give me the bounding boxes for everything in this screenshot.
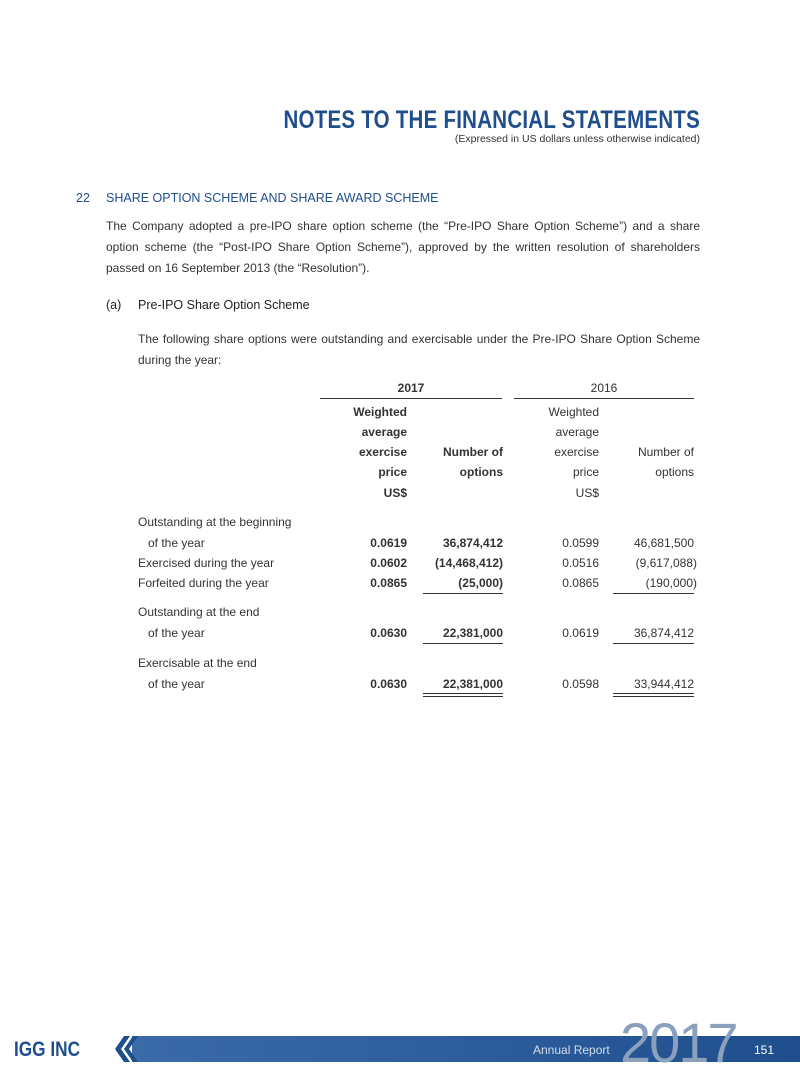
- year-2016-header: 2016: [590, 381, 618, 395]
- cell-price-2016: 0.0599: [562, 536, 599, 550]
- subsection-title: Pre-IPO Share Option Scheme: [138, 298, 310, 312]
- row-label-exercisable-end-line1: Exercisable at the end: [138, 656, 257, 670]
- cell-price-2017: 0.0630: [370, 677, 407, 691]
- cell-price-2016: 0.0516: [562, 556, 599, 570]
- page-number: 151: [754, 1043, 775, 1057]
- cell-options-2016: 36,874,412: [633, 626, 694, 640]
- section-title: SHARE OPTION SCHEME AND SHARE AWARD SCHEME: [106, 191, 439, 205]
- annual-report-label: Annual Report: [533, 1043, 610, 1057]
- cell-price-2017: 0.0630: [370, 626, 407, 640]
- total-line-2016: [613, 643, 694, 644]
- year-2017-underline: [320, 398, 502, 399]
- cell-options-2016: (9,617,088): [635, 556, 697, 570]
- col-header-options-2017-line2: options: [459, 465, 503, 479]
- cell-options-2016: 46,681,500: [633, 536, 694, 550]
- section-paragraph: The Company adopted a pre-IPO share option scheme (the “Pre-IPO Share Option Scheme”) and a share option scheme (the “Post-IPO Share Option Scheme”), approved by the written resolution of shareholders passed on 16 September 2013 (the “Resolution”).: [106, 219, 700, 275]
- page-header-subtitle: (Expressed in US dollars unless otherwise indicated): [454, 133, 700, 145]
- col-header-price-2016-line2: average: [555, 425, 599, 439]
- cell-options-2017: (14,468,412): [434, 556, 503, 570]
- col-header-price-2017-line5: US$: [383, 486, 407, 500]
- cell-price-2016: 0.0619: [562, 626, 599, 640]
- subsection-paragraph: The following share options were outstanding and exercisable under the Pre-IPO Share Option Scheme during the year:: [138, 332, 700, 367]
- cell-options-2016: 33,944,412: [633, 677, 694, 691]
- col-header-price-2017-line1: Weighted: [353, 405, 407, 419]
- row-label-outstanding-end-line2: of the year: [148, 626, 205, 640]
- company-logo: IGG INC: [14, 1038, 81, 1061]
- double-underline-2017: [423, 693, 503, 697]
- subtotal-line-2017: [423, 593, 503, 594]
- row-label-forfeited: Forfeited during the year: [138, 576, 269, 590]
- row-label-exercisable-end-line2: of the year: [148, 677, 205, 691]
- subsection-number: (a): [106, 298, 122, 312]
- cell-price-2016: 0.0865: [562, 576, 599, 590]
- report-year: 2017: [620, 1011, 737, 1074]
- total-line-2017: [423, 643, 503, 644]
- row-label-outstanding-beginning-line1: Outstanding at the beginning: [138, 515, 292, 529]
- cell-options-2017: 22,381,000: [442, 677, 503, 691]
- row-label-exercised: Exercised during the year: [138, 556, 275, 570]
- year-2016-underline: [514, 398, 694, 399]
- col-header-options-2016-line2: options: [655, 465, 694, 479]
- year-2017-header: 2017: [397, 381, 425, 395]
- cell-options-2017: 22,381,000: [442, 626, 503, 640]
- page-header-title: NOTES TO THE FINANCIAL STATEMENTS: [283, 106, 700, 134]
- cell-price-2017: 0.0619: [370, 536, 407, 550]
- col-header-price-2016-line5: US$: [575, 486, 599, 500]
- col-header-price-2016-line1: Weighted: [548, 405, 599, 419]
- chevron-left-icon: [114, 1036, 138, 1062]
- cell-price-2016: 0.0598: [562, 677, 599, 691]
- double-underline-2016: [613, 693, 694, 697]
- cell-price-2017: 0.0602: [370, 556, 407, 570]
- cell-options-2017: (25,000): [458, 576, 503, 590]
- col-header-price-2016-line4: price: [572, 465, 599, 479]
- cell-options-2016: (190,000): [645, 576, 697, 590]
- col-header-price-2017-line2: average: [361, 425, 407, 439]
- cell-options-2017: 36,874,412: [442, 536, 503, 550]
- cell-price-2017: 0.0865: [370, 576, 407, 590]
- subtotal-line-2016: [613, 593, 694, 594]
- row-label-outstanding-beginning-line2: of the year: [148, 536, 205, 550]
- row-label-outstanding-end-line1: Outstanding at the end: [138, 605, 260, 619]
- col-header-price-2016-line3: exercise: [554, 445, 599, 459]
- col-header-options-2017-line1: Number of: [443, 445, 503, 459]
- col-header-options-2016-line1: Number of: [637, 445, 694, 459]
- section-number: 22: [76, 191, 90, 205]
- col-header-price-2017-line3: exercise: [358, 445, 407, 459]
- col-header-price-2017-line4: price: [378, 465, 407, 479]
